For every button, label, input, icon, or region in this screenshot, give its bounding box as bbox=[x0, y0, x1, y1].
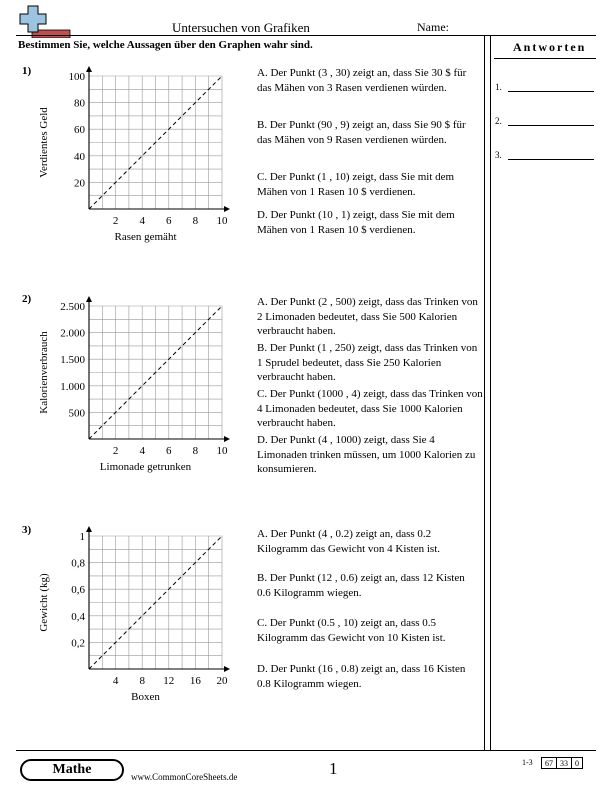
answers-heading-rule bbox=[494, 58, 596, 59]
x-tick-label: 8 bbox=[192, 445, 199, 457]
y-tick-label: 40 bbox=[74, 150, 85, 163]
footer-rule bbox=[16, 750, 596, 751]
y-tick-label: 0,2 bbox=[71, 637, 85, 650]
y-axis-arrow-icon bbox=[86, 66, 92, 72]
option-b: B. Der Punkt (90 , 9) zeigt an, dass Sie 90 $ für das Mähen von 9 Rasen verdienen würden. bbox=[257, 119, 466, 146]
y-tick-label: 0,8 bbox=[71, 557, 85, 570]
x-axis-arrow-icon bbox=[224, 666, 230, 672]
x-tick-label: 4 bbox=[112, 675, 119, 687]
x-tick-label: 8 bbox=[139, 675, 145, 687]
header-rule bbox=[16, 35, 596, 36]
y-tick-label: 2.000 bbox=[60, 327, 85, 340]
score-cell: 33 bbox=[557, 758, 572, 769]
answer-number-2: 2. bbox=[495, 116, 502, 126]
y-tick-label: 2.500 bbox=[60, 301, 85, 313]
worksheet-title: Untersuchen von Grafiken bbox=[172, 20, 310, 35]
y-axis-label: Verdientes Geld bbox=[38, 107, 50, 178]
chart-2 bbox=[32, 292, 242, 477]
y-axis-label: Gewicht (kg) bbox=[38, 573, 50, 632]
brand-badge-inner bbox=[22, 761, 122, 779]
y-axis-arrow-icon bbox=[86, 296, 92, 302]
x-tick-label: 12 bbox=[163, 675, 175, 687]
x-tick-label: 16 bbox=[189, 675, 201, 687]
x-tick-label: 4 bbox=[139, 215, 145, 227]
score-cell: 0 bbox=[572, 758, 583, 769]
y-tick-label: 80 bbox=[74, 97, 85, 110]
score-range: 1-3 bbox=[522, 758, 533, 767]
x-tick-label: 10 bbox=[216, 445, 228, 457]
question-number: 3) bbox=[22, 524, 32, 536]
y-tick-label: 100 bbox=[68, 71, 85, 83]
question-number: 1) bbox=[22, 65, 32, 77]
option-a: A. Der Punkt (4 , 0.2) zeigt an, dass 0.2 Kilogramm das Gewicht von 4 Kisten ist. bbox=[257, 528, 441, 555]
option-c: C. Der Punkt (1 , 10) zeigt, dass Sie mit dem Mähen von 1 Rasen 10 $ verdienen. bbox=[257, 171, 455, 198]
answer-line-1[interactable] bbox=[508, 91, 594, 92]
score-cell: 67 bbox=[542, 758, 557, 769]
answer-line-2[interactable] bbox=[508, 125, 594, 126]
x-tick-label: 2 bbox=[112, 445, 119, 457]
y-tick-label: 1 bbox=[79, 531, 85, 543]
instructions: Bestimmen Sie, welche Aussagen über den Graphen wahr sind. bbox=[18, 39, 313, 51]
x-axis-label: Rasen gemäht bbox=[114, 231, 177, 243]
page-number: 1 bbox=[329, 759, 338, 778]
y-tick-label: 1.000 bbox=[60, 380, 85, 393]
x-tick-label: 20 bbox=[216, 675, 228, 687]
option-a: A. Der Punkt (2 , 500) zeigt, dass das Trinken von 2 Limonaden bedeutet, dass Sie 500 Kalorien verbraucht haben. bbox=[257, 296, 478, 337]
option-a: A. Der Punkt (3 , 30) zeigt an, dass Sie 30 $ für das Mähen von 3 Rasen verdienen würden. bbox=[257, 67, 467, 94]
x-axis-arrow-icon bbox=[224, 206, 230, 212]
logo-icon bbox=[16, 4, 72, 38]
option-d: D. Der Punkt (4 , 1000) zeigt, dass Sie 4 Limonaden trinken müssen, um 1000 Kalorien zu konsumieren. bbox=[257, 434, 476, 475]
answer-number-1: 1. bbox=[495, 82, 502, 92]
option-c: C. Der Punkt (1000 , 4) zeigt, dass das Trinken von 4 Limonaden bedeutet, dass Sie 1000 Kalorien verbraucht haben. bbox=[257, 388, 483, 429]
option-c: C. Der Punkt (0.5 , 10) zeigt an, dass 0.5 Kilogramm das Gewicht von 10 Kisten ist. bbox=[257, 617, 446, 644]
option-b: B. Der Punkt (12 , 0.6) zeigt an, dass 12 Kisten 0.6 Kilogramm wiegen. bbox=[257, 572, 465, 599]
x-axis-label: Boxen bbox=[131, 691, 160, 703]
x-tick-label: 2 bbox=[112, 215, 119, 227]
x-axis-arrow-icon bbox=[224, 436, 230, 442]
logo bbox=[16, 4, 72, 38]
answers-heading: Antworten bbox=[513, 40, 587, 54]
answer-number-3: 3. bbox=[495, 150, 502, 160]
option-d: D. Der Punkt (10 , 1) zeigt, dass Sie mit dem Mähen von 1 Rasen 10 $ verdienen. bbox=[257, 209, 455, 236]
answer-column-divider bbox=[484, 36, 491, 750]
x-tick-label: 4 bbox=[139, 445, 145, 457]
chart-1 bbox=[32, 62, 242, 247]
x-tick-label: 10 bbox=[216, 215, 228, 227]
x-tick-label: 8 bbox=[192, 215, 199, 227]
score-table bbox=[541, 757, 583, 769]
answer-line-3[interactable] bbox=[508, 159, 594, 160]
x-axis-label: Limonade getrunken bbox=[99, 461, 192, 473]
name-label: Name: bbox=[417, 20, 449, 34]
y-axis-label: Kalorienverbrauch bbox=[38, 331, 50, 414]
y-tick-label: 60 bbox=[74, 124, 85, 137]
y-tick-label: 0,4 bbox=[71, 610, 85, 623]
x-tick-label: 6 bbox=[166, 215, 172, 227]
option-b: B. Der Punkt (1 , 250) zeigt, dass das Trinken von 1 Sprudel bedeutet, dass Sie 250 Kalorien verbraucht haben. bbox=[257, 342, 478, 383]
y-axis-arrow-icon bbox=[86, 526, 92, 532]
option-d: D. Der Punkt (16 , 0.8) zeigt an, dass 16 Kisten 0.8 Kilogramm wiegen. bbox=[257, 663, 466, 690]
y-tick-label: 1.500 bbox=[60, 354, 85, 367]
question-number: 2) bbox=[22, 293, 32, 305]
x-tick-label: 6 bbox=[166, 445, 172, 457]
y-tick-label: 500 bbox=[68, 407, 85, 420]
y-tick-label: 20 bbox=[74, 177, 85, 190]
brand-label: Mathe bbox=[52, 762, 92, 777]
site-url[interactable]: www.CommonCoreSheets.de bbox=[131, 772, 238, 782]
chart-3 bbox=[32, 522, 242, 707]
y-tick-label: 0,6 bbox=[71, 584, 85, 597]
